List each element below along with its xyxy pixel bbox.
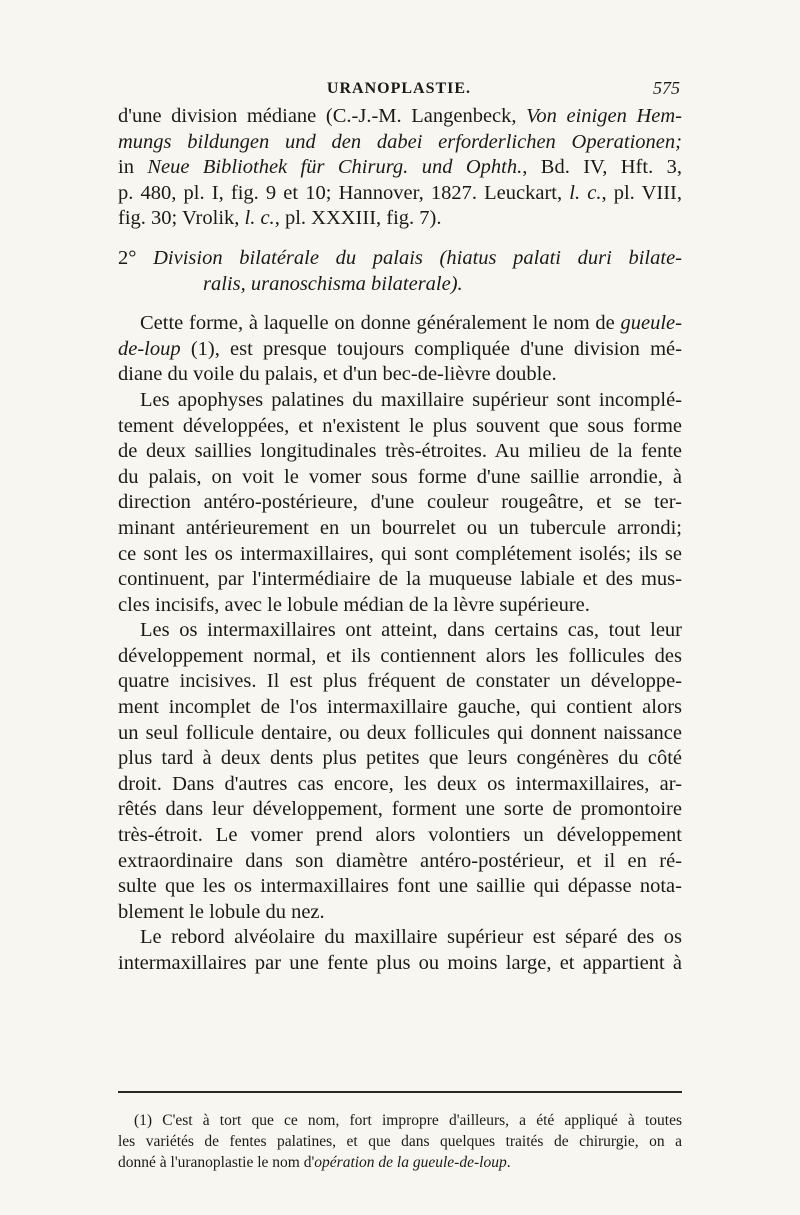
text-line: rêtés dans leur développement, forment une sorte de promontoire (118, 798, 682, 821)
text-line: développement normal, et ils contiennent alors les follicules des (118, 644, 682, 667)
footnote-line: (1) C'est à tort que ce nom, fort impropre d'ailleurs, a été appliqué à toutes (134, 1112, 682, 1129)
text-line: un seul follicule dentaire, ou deux follicules qui donnent naissance (118, 721, 682, 744)
paragraph (118, 925, 682, 976)
text-line: diane du voile du palais, et d'un bec-de-lièvre double. (118, 363, 557, 386)
text-line: ce sont les os intermaxillaires, qui sont complétement isolés; ils se (118, 542, 682, 565)
text-line: d'une division médiane (C.-J.-M. Langenbeck, Von einigen Hem- (118, 105, 682, 127)
text-line: blement le lobule du nez. (118, 900, 325, 923)
text-line: Cette forme, à laquelle on donne généralement le nom de gueule- (140, 312, 682, 335)
text-line: Le rebord alvéolaire du maxillaire supérieur est séparé des os (140, 926, 682, 949)
running-title: URANOPLASTIE. (326, 80, 472, 97)
text-line: extraordinaire dans son diamètre antéro-postérieur, et il en ré- (118, 849, 682, 872)
text-line: Les os intermaxillaires ont atteint, dans certains cas, tout leur (140, 619, 682, 642)
text-line: Les apophyses palatines du maxillaire supérieur sont incomplé- (140, 388, 682, 411)
paragraph (118, 388, 682, 618)
text-line: de deux saillies longitudinales très-étroites. Au milieu de la fente (118, 440, 682, 463)
text-line: sulte que les os intermaxillaires font une saillie qui dépasse nota- (118, 875, 682, 898)
text-line: très-étroit. Le vomer prend alors volontiers un développement (118, 824, 682, 847)
text-line: quatre incisives. Il est plus fréquent de constater un développe- (118, 670, 682, 693)
text-line: direction antéro-postérieure, d'une couleur rougeâtre, et se ter- (118, 491, 682, 514)
footnote-line: donné à l'uranoplastie le nom d'opération de la gueule-de-loup. (118, 1154, 511, 1171)
text-line: minant antérieurement en un bourrelet ou un tubercule arrondi; (118, 516, 682, 539)
text-line: in Neue Bibliothek für Chirurg. und Ophth., Bd. IV, Hft. 3, (118, 156, 682, 179)
section-heading (118, 246, 682, 297)
heading-line: ralis, uranoschisma bilaterale). (203, 272, 463, 295)
heading-line: 2° Division bilatérale du palais (hiatus palati duri bilate- (118, 246, 682, 269)
paragraph (118, 311, 682, 388)
text-line: du palais, on voit le vomer sous forme d'une saillie arrondie, à (118, 465, 682, 488)
text-line: cles incisifs, avec le lobule médian de la lèvre supérieure. (118, 593, 590, 616)
text-line: intermaxillaires par une fente plus ou moins large, et appartient à (118, 952, 682, 974)
text-line: plus tard à deux dents plus petites que leurs congénères du côté (118, 747, 682, 770)
text-line: fig. 30; Vrolik, l. c., pl. XXXIII, fig. 7). (118, 207, 442, 230)
page-number: 575 (653, 78, 680, 98)
paragraph (118, 618, 682, 925)
text-line: mungs bildungen und den dabei erforderlichen Operationen; (118, 130, 682, 153)
text-line: tement développées, et n'existent le plus souvent que sous forme (118, 414, 682, 437)
footnote-divider (118, 1091, 682, 1093)
text-line: ment incomplet de l'os intermaxillaire gauche, qui contient alors (118, 696, 682, 719)
main-text (118, 104, 682, 977)
footnote (118, 1110, 682, 1173)
footnote-line: les variétés de fentes palatines, et que dans quelques traités de chirurgie, on a (118, 1133, 682, 1150)
running-head (118, 78, 680, 104)
text-line: droit. Dans d'autres cas encore, les deux os intermaxillaires, ar- (118, 772, 682, 795)
text-line: de-loup (1), est presque toujours compliquée d'une division mé- (118, 337, 682, 360)
paragraph-continuation (118, 104, 682, 232)
text-line: p. 480, pl. I, fig. 9 et 10; Hannover, 1827. Leuckart, l. c., pl. VIII, (118, 181, 682, 204)
text-line: continuent, par l'intermédiaire de la muqueuse labiale et des mus- (118, 568, 682, 591)
